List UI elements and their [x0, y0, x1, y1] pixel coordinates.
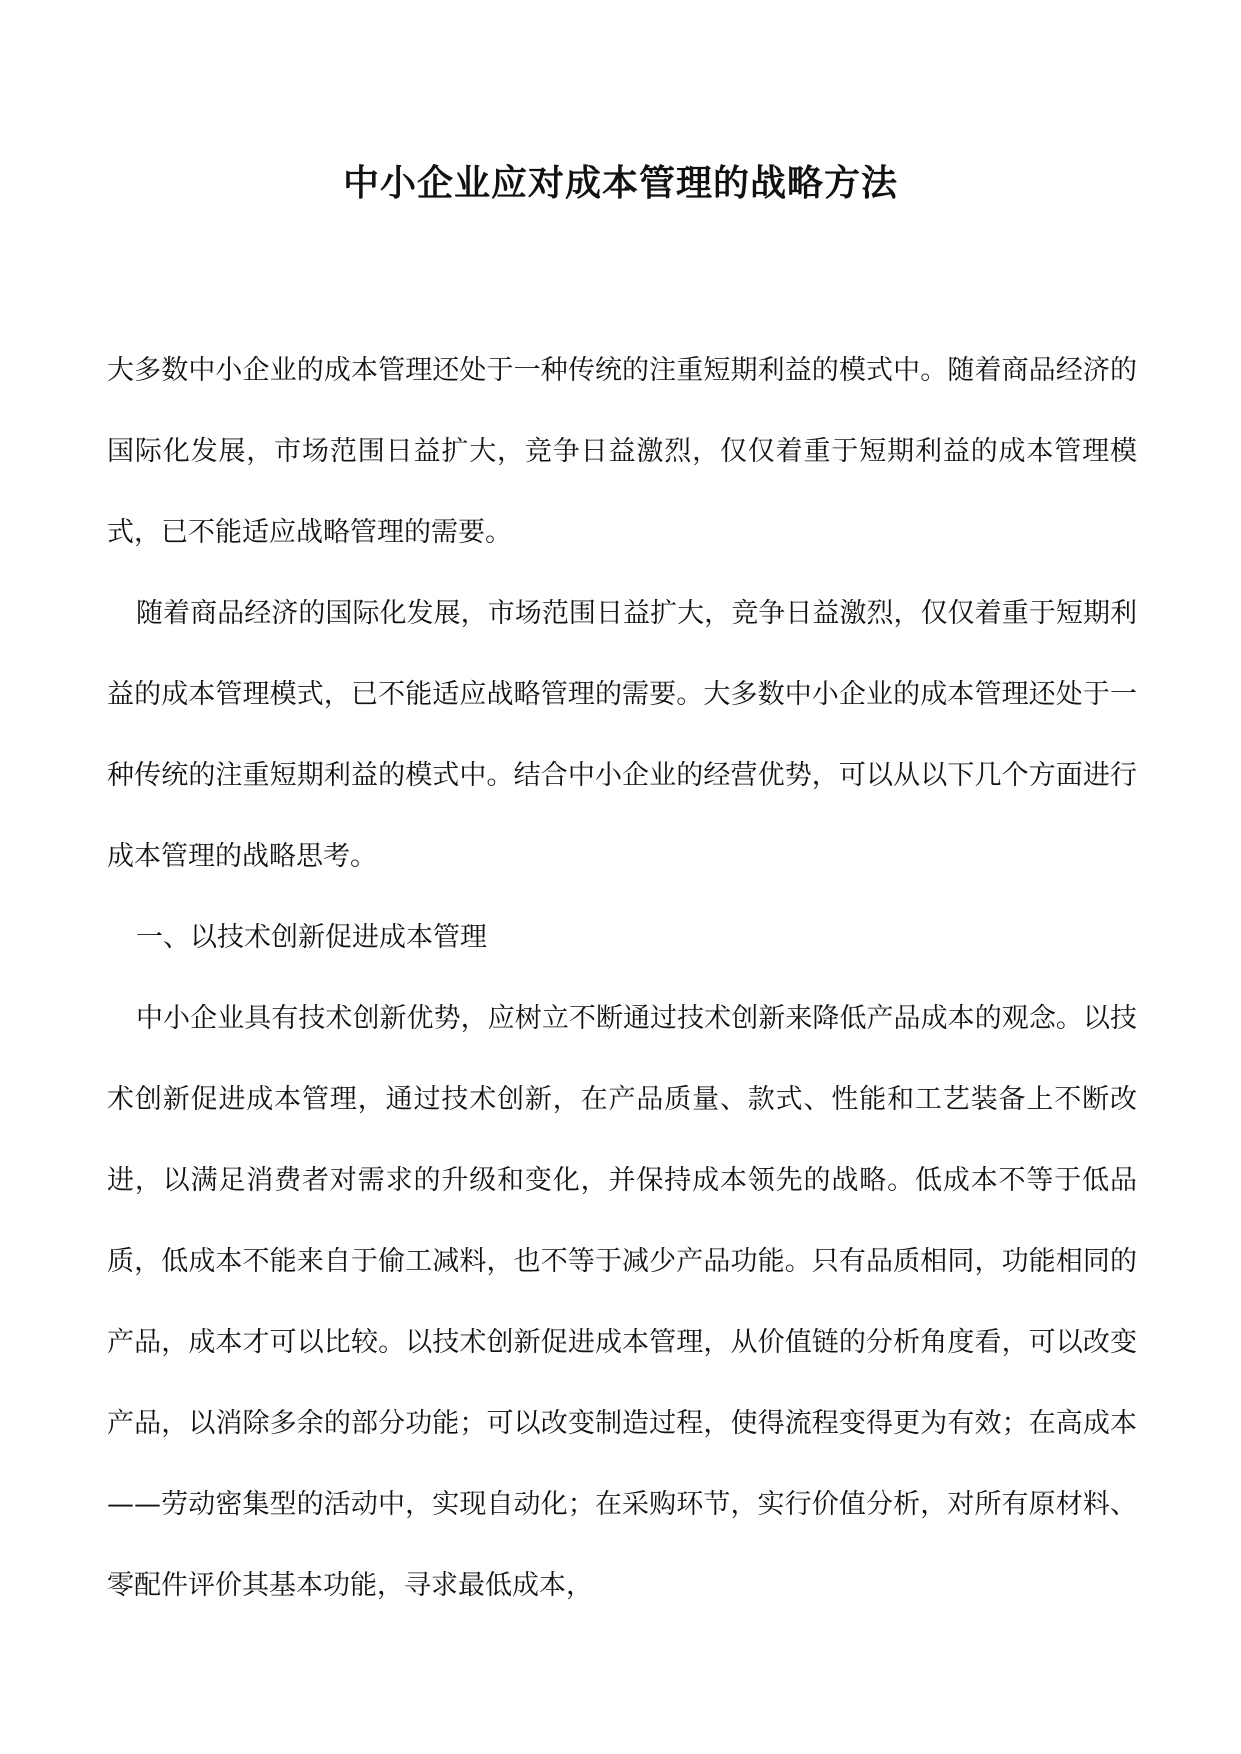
paragraph-intro: 大多数中小企业的成本管理还处于一种传统的注重短期利益的模式中。随着商品经济的国际化发展，市场范围日益扩大，竞争日益激烈，仅仅着重于短期利益的成本管理模式，已不能适应战略管理的需要。: [107, 355, 1137, 548]
document-title: 中小企业应对成本管理的战略方法: [342, 162, 898, 204]
paragraph-technology-innovation: 中小企业具有技术创新优势，应树立不断通过技术创新来降低产品成本的观念。以技术创新促进成本管理，通过技术创新，在产品质量、款式、性能和工艺装备上不断改进，以满足消费者对需求的升级和变化，并保持成本领先的战略。低成本不等于低品质，低成本不能来自于偷工减料，也不等于减少产品功能。只有品质相同，功能相同的产品，成本才可以比较。以技术创新促进成本管理，从价值链的分析角度看，可以改变产品，以消除多余的部分功能；可以改变制造过程，使得流程变得更为有效；在高成本——劳动密集型的活动中，实现自动化；在采购环节，实行价值分析，对所有原材料、零配件评价其基本功能，寻求最低成本，: [107, 1003, 1137, 1601]
section-heading: 一、以技术创新促进成本管理: [136, 922, 487, 953]
paragraph-background: 随着商品经济的国际化发展，市场范围日益扩大，竞争日益激烈，仅仅着重于短期利益的成本管理模式，已不能适应战略管理的需要。大多数中小企业的成本管理还处于一种传统的注重短期利益的模式中。结合中小企业的经营优势，可以从以下几个方面进行成本管理的战略思考。: [107, 598, 1137, 872]
document-body: [107, 330, 1137, 1626]
